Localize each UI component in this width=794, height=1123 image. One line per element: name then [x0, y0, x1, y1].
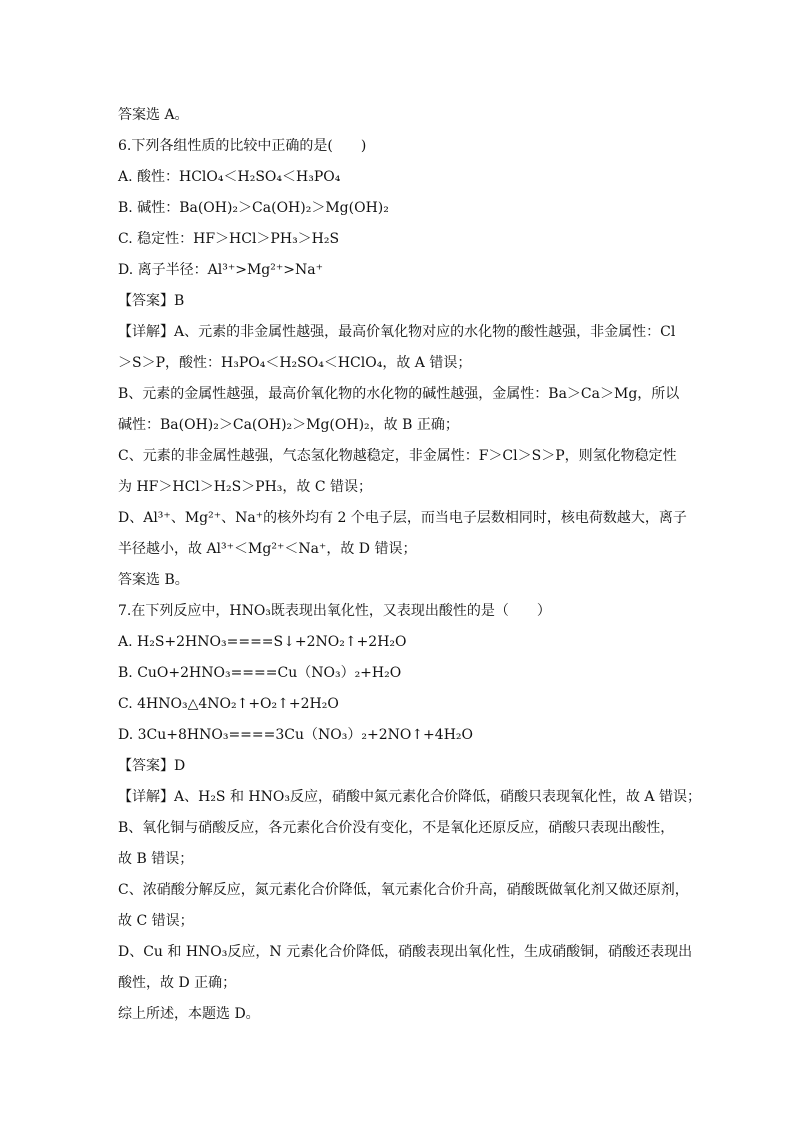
answer-label: 【答案】B	[118, 293, 185, 309]
explanation-line: ＞S＞P，酸性：H₃PO₄＜H₂SO₄＜HClO₄，故 A 错误；	[118, 355, 472, 371]
text-line: 答案选 B。	[118, 572, 189, 588]
option-d: D. 3Cu+8HNO₃====3Cu（NO₃）₂+2NO↑+4H₂O	[118, 727, 473, 743]
option-d: D. 离子半径：Al³⁺>Mg²⁺>Na⁺	[118, 262, 323, 278]
option-a: A. 酸性：HClO₄＜H₂SO₄＜H₃PO₄	[118, 169, 341, 185]
question-7-stem: 7.在下列反应中，HNO₃既表现出氧化性，又表现出酸性的是（ ）	[118, 603, 551, 619]
explanation-line: 【详解】A、H₂S 和 HNO₃反应，硝酸中氮元素化合价降低，硝酸只表现氧化性，故 A 错误；	[118, 789, 701, 805]
explanation-line: 为 HF＞HCl＞H₂S＞PH₃，故 C 错误；	[118, 479, 373, 495]
explanation-line: D、Cu 和 HNO₃反应，N 元素化合价降低，硝酸表现出氧化性，生成硝酸铜，硝酸还表现出	[118, 944, 693, 960]
explanation-line: 故 B 错误；	[118, 851, 194, 867]
summary-line: 综上所述，本题选 D。	[118, 1006, 260, 1022]
option-c: C. 稳定性：HF＞HCl＞PH₃＞H₂S	[118, 231, 340, 247]
explanation-line: B、元素的金属性越强，最高价氧化物的水化物的碱性越强，金属性：Ba＞Ca＞Mg，所以	[118, 386, 680, 402]
option-b: B. 碱性：Ba(OH)₂＞Ca(OH)₂＞Mg(OH)₂	[118, 200, 389, 216]
explanation-line: D、Al³⁺、Mg²⁺、Na⁺的核外均有 2 个电子层，而当电子层数相同时，核电荷数越大，离子	[118, 510, 687, 526]
explanation-line: C、元素的非金属性越强，气态氢化物越稳定，非金属性：F＞Cl＞S＞P，则氢化物稳定性	[118, 448, 677, 464]
explanation-line: C、浓硝酸分解反应，氮元素化合价降低，氧元素化合价升高，硝酸既做氧化剂又做还原剂，	[118, 882, 689, 898]
explanation-line: 故 C 错误；	[118, 913, 194, 929]
text-line: 答案选 A。	[118, 107, 189, 123]
explanation-line: 酸性，故 D 正确；	[118, 975, 237, 991]
question-6-stem: 6.下列各组性质的比较中正确的是( )	[118, 138, 367, 154]
explanation-line: 半径越小，故 Al³⁺＜Mg²⁺＜Na⁺，故 D 错误；	[118, 541, 417, 557]
option-a: A. H₂S+2HNO₃====S↓+2NO₂↑+2H₂O	[118, 634, 407, 650]
option-c: C. 4HNO₃△4NO₂↑+O₂↑+2H₂O	[118, 696, 339, 712]
explanation-line: 【详解】A、元素的非金属性越强，最高价氧化物对应的水化物的酸性越强，非金属性：Cl	[118, 324, 676, 340]
explanation-line: B、氧化铜与硝酸反应，各元素化合价没有变化，不是氧化还原反应，硝酸只表现出酸性，	[118, 820, 675, 836]
option-b: B. CuO+2HNO₃====Cu（NO₃）₂+H₂O	[118, 665, 402, 681]
answer-label: 【答案】D	[118, 758, 186, 774]
explanation-line: 碱性：Ba(OH)₂＞Ca(OH)₂＞Mg(OH)₂，故 B 正确；	[118, 417, 459, 433]
